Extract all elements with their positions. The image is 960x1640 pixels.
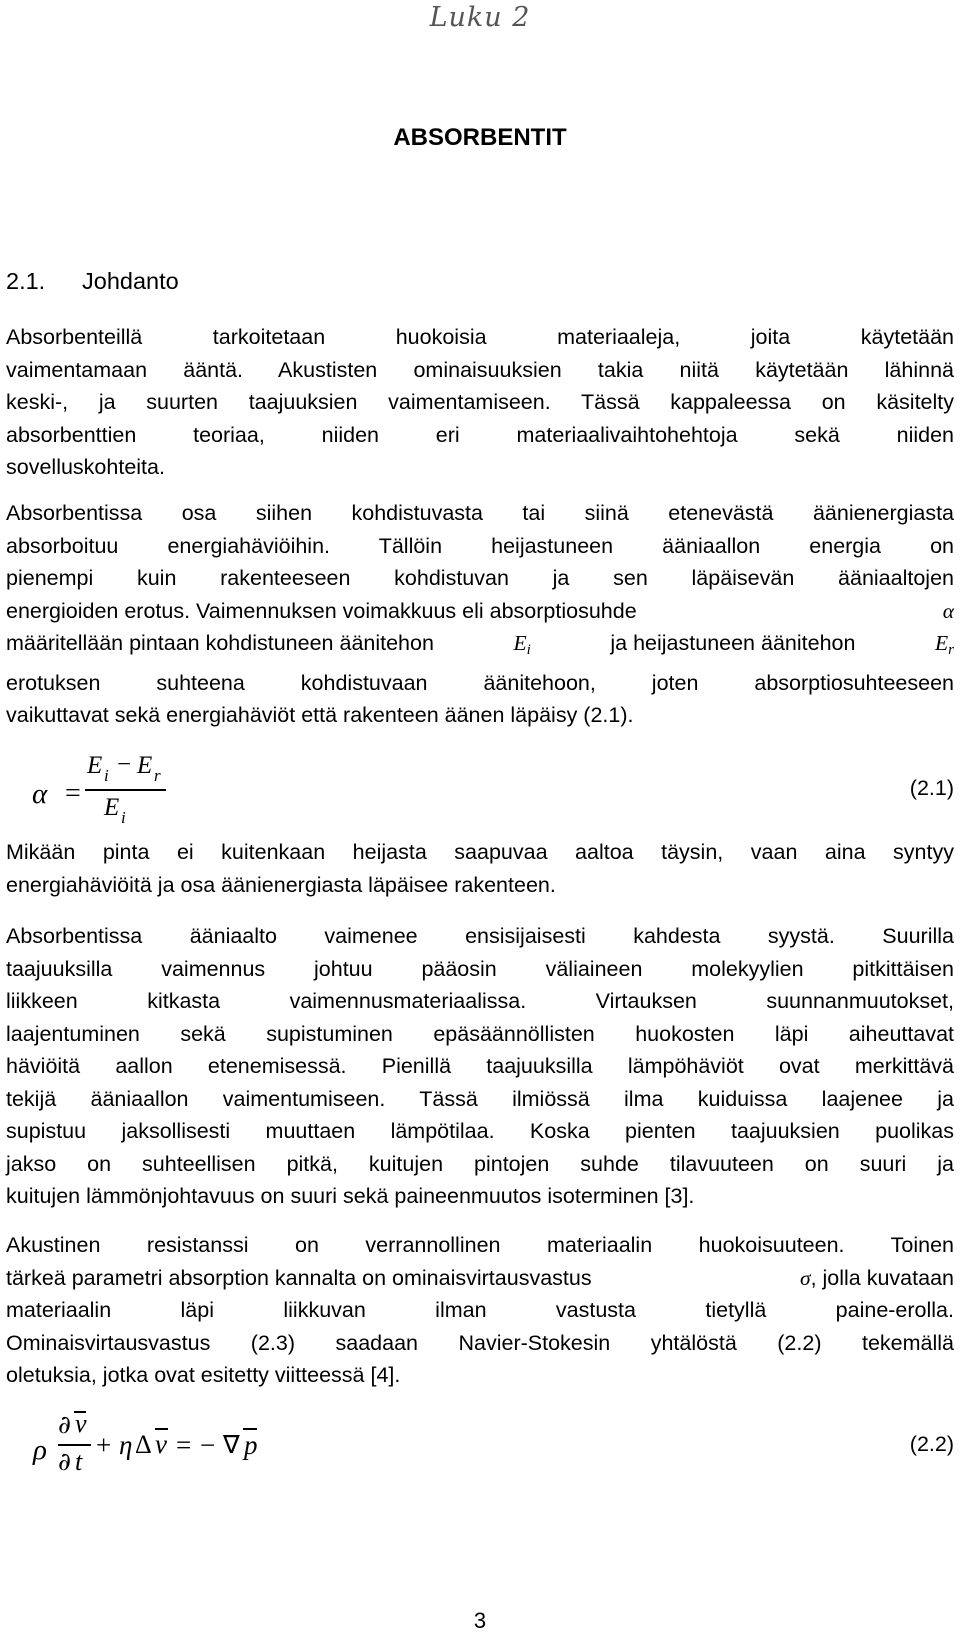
paragraph-line: liikkeen kitkasta vaimennusmateriaalissa. Virtauksen suunnanmuutokset, — [6, 989, 954, 1013]
paragraph-line — [6, 1262, 954, 1295]
paragraph-line: vaimentamaan ääntä. Akustisten ominaisuuksien takia niitä käytetään lähinnä — [6, 357, 954, 382]
paragraph-line: tekijä ääniaallon vaimentumiseen. Tässä ilmiössä ilma kuiduissa laajenee ja — [6, 1086, 954, 1111]
minus-sign: − — [117, 751, 132, 778]
paragraph-5 — [6, 1229, 954, 1392]
paragraph-line: Ominaisvirtausvastus (2.3) saadaan Navier-Stokesin yhtälöstä (2.2) tekemällä — [6, 1330, 954, 1355]
section-number: 2.1. — [6, 268, 46, 294]
paragraph-line: erotuksen suhteena kohdistuvaan äänitehoon, joten absorptiosuhteeseen — [6, 670, 954, 695]
paragraph-line: oletuksia, jotka ovat esitetty viitteessä [4]. — [6, 1363, 401, 1387]
paragraph-line: energiahäviöitä ja osa äänienergiasta läpäisee rakenteen. — [6, 872, 556, 897]
numerator-energy: E — [87, 752, 103, 779]
energy-symbol: E — [513, 631, 527, 655]
eta-symbol: η — [119, 1430, 133, 1460]
sigma-symbol: σ — [799, 1265, 811, 1290]
paragraph-line: Absorbenteillä tarkoitetaan huokoisia materiaaleja, joita käytetään — [6, 325, 954, 349]
subscript: r — [948, 642, 954, 658]
line-text: tärkeä parametri absorption kannalta on ominaisvirtausvastus — [6, 1265, 592, 1290]
equation-number: (2.1) — [909, 776, 954, 800]
paragraph-line: absorbenttien teoriaa, niiden eri materiaalivaihtohehtoja sekä niiden — [6, 422, 954, 447]
plus-sign: + — [96, 1430, 112, 1460]
velocity-symbol: v — [155, 1429, 167, 1459]
paragraph-line — [6, 627, 954, 667]
page-number: 3 — [473, 1608, 487, 1633]
paragraph-line: Absorbentissa ääniaalto vaimenee ensisijaisesti kahdesta syystä. Suurilla — [6, 924, 954, 948]
paragraph-line: vaikuttavat sekä energiahäviöt että rakenteen äänen läpäisy (2.1). — [6, 703, 634, 727]
denominator-energy: E — [104, 794, 120, 821]
paragraph-line: absorboituu energiahäviöihin. Tällöin heijastuneen ääniaallon energia on — [6, 533, 954, 558]
alpha-symbol: α — [942, 598, 954, 623]
paragraph-line: Akustinen resistanssi on verrannollinen materiaalin huokoisuuteen. Toinen — [6, 1233, 954, 1257]
paragraph-line: pienempi kuin rakenteeseen kohdistuvan ja sen läpäisevän ääniaaltojen — [6, 566, 954, 590]
rho-symbol: ρ — [33, 1434, 47, 1466]
partial-symbol: ∂ — [58, 1410, 71, 1439]
paragraph-line — [6, 595, 954, 628]
paragraph-4 — [6, 920, 954, 1213]
paragraph-1 — [6, 321, 954, 484]
minus-sign: − — [200, 1430, 216, 1460]
numerator-energy: E — [137, 752, 153, 779]
partial-symbol: ∂ — [58, 1447, 71, 1476]
paragraph-line: sovelluskohteita. — [6, 455, 165, 479]
numerator-subscript: i — [104, 766, 109, 785]
paragraph-line: häviöitä aallon etenemisessä. Pienillä taajuuksilla lämpöhäviöt ovat merkittävä — [6, 1054, 954, 1078]
line-text: ja heijastuneen äänitehon — [610, 631, 856, 655]
paragraph-line: kuitujen lämmönjohtavuus on suuri sekä paineenmuutos isoterminen [3]. — [6, 1184, 695, 1208]
page-title: ABSORBENTIT — [393, 124, 567, 151]
time-symbol: t — [75, 1447, 83, 1476]
paragraph-line: taajuuksilla vaimennus johtuu pääosin väliaineen molekyylien pitkittäisen — [6, 956, 954, 981]
energy-symbol: E — [935, 631, 949, 655]
fraction-bar — [85, 789, 166, 791]
subscript: i — [526, 642, 531, 658]
paragraph-line: materiaalin läpi liikkuvan ilman vastusta tietyllä paine-erolla. — [6, 1298, 954, 1322]
line-text: , jolla kuvataan — [810, 1265, 954, 1290]
denominator-subscript: i — [121, 808, 126, 827]
paragraph-3 — [6, 836, 954, 901]
equation-number: (2.2) — [909, 1432, 954, 1456]
fraction-bar — [58, 1444, 91, 1446]
section-heading — [6, 268, 179, 295]
paragraph-line: keski-, ja suurten taajuuksien vaimentamiseen. Tässä kappaleessa on käsitelty — [6, 390, 954, 414]
energy-reflected — [935, 627, 954, 667]
line-text: energioiden erotus. Vaimennuksen voimakkuus eli absorptiosuhde — [6, 598, 637, 623]
paragraph-line: laajentuminen sekä supistuminen epäsäännöllisten huokosten läpi aiheuttavat — [6, 1021, 954, 1046]
equals-sign: = — [176, 1430, 192, 1460]
section-title: Johdanto — [82, 268, 179, 294]
alpha-symbol: α — [32, 778, 48, 810]
paragraph-line: jakso on suhteellisen pitkä, kuitujen pintojen suhde tilavuuteen on suuri ja — [6, 1151, 954, 1176]
equals-sign: = — [65, 778, 81, 809]
line-text-tail — [800, 1262, 954, 1295]
pressure-symbol: p — [244, 1430, 258, 1460]
nabla-symbol: ∇ — [223, 1430, 240, 1459]
line-text: määritellään pintaan kohdistuneen äänitehon — [6, 631, 434, 655]
paragraph-line: Mikään pinta ei kuitenkaan heijasta saapuvaa aaltoa täysin, vaan aina syntyy — [6, 840, 954, 864]
equation-2-2 — [0, 1410, 960, 1500]
energy-incident — [514, 627, 531, 667]
velocity-symbol: v — [75, 1409, 87, 1438]
numerator-subscript: r — [154, 766, 161, 785]
paragraph-line: Absorbentissa osa siihen kohdistuvasta tai siinä etenevästä äänienergiasta — [6, 501, 954, 525]
delta-symbol: Δ — [135, 1430, 152, 1459]
paragraph-2 — [6, 497, 954, 732]
chapter-heading: Luku 2 — [429, 2, 531, 33]
paragraph-line: supistuu jaksollisesti muuttaen lämpötilaa. Koska pienten taajuuksien puolikas — [6, 1119, 954, 1143]
